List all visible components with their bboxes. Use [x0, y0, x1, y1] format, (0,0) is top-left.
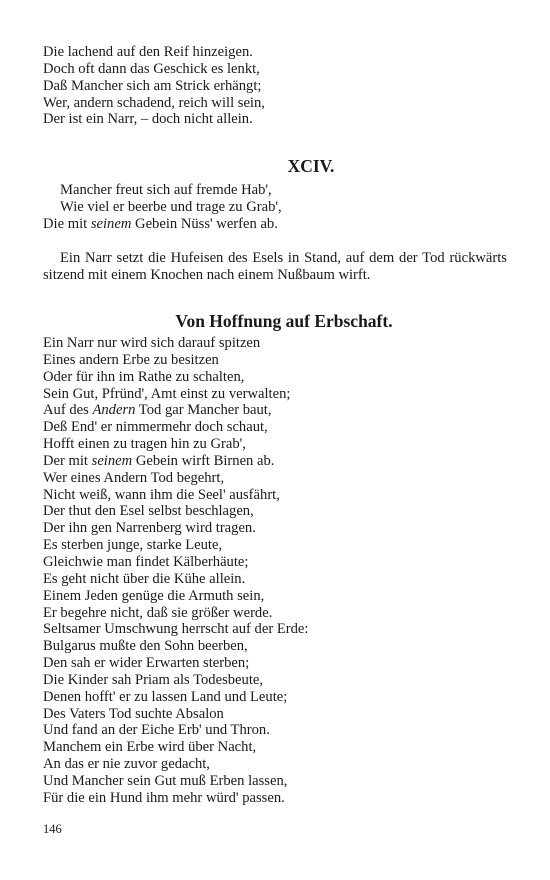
motto-line — [43, 216, 282, 233]
poem-line: Eines andern Erbe zu besitzen — [43, 351, 219, 368]
woodcut-caption: Ein Narr setzt die Hufeisen des Esels in Stand, auf dem der Tod rückwärts sitzend mit einem Knochen nach einem Nußbaum wirft. — [43, 250, 507, 283]
poem-line: An das er nie zuvor gedacht, — [43, 756, 210, 773]
verse-line: Der ist ein Narr, – doch nicht allein. — [43, 111, 253, 128]
text-run: Der mit — [43, 452, 92, 469]
poem-body — [43, 335, 308, 807]
verse-line: Doch oft dann das Geschick es lenkt, — [43, 60, 260, 77]
text-run: Gebein wirft Birnen ab. — [132, 452, 275, 469]
poem-line: Deß End' er nimmermehr doch schaut, — [43, 419, 268, 436]
text-run: Tod gar Mancher baut, — [135, 402, 272, 419]
poem-line: Denen hofft' er zu lassen Land und Leute; — [43, 688, 288, 705]
poem-line: Sein Gut, Pfründ', Amt einst zu verwalten; — [43, 385, 291, 402]
poem-line: Es geht nicht über die Kühe allein. — [43, 570, 246, 587]
poem-line: Ein Narr nur wird sich darauf spitzen — [43, 335, 261, 351]
text-run: Gebein Nüss' werfen ab. — [131, 215, 278, 232]
poem-line: Für die ein Hund ihm mehr würd' passen. — [43, 789, 285, 806]
verse-line: Die lachend auf den Reif hinzeigen. — [43, 44, 253, 60]
verse-stanza-top — [43, 44, 265, 128]
motto-line: Wie viel er beerbe und trage zu Grab', — [60, 198, 282, 215]
motto-line: Mancher freut sich auf fremde Hab', — [60, 182, 272, 198]
poem-line: Und Mancher sein Gut muß Erben lassen, — [43, 772, 288, 789]
poem-line: Und fand an der Eiche Erb' und Thron. — [43, 722, 270, 739]
poem-line: Der thut den Esel selbst beschlagen, — [43, 503, 254, 520]
poem-line: Seltsamer Umschwung herrscht auf der Erde: — [43, 621, 309, 638]
poem-line: Er begehre nicht, daß sie größer werde. — [43, 604, 273, 621]
verse-line: Daß Mancher sich am Strick erhängt; — [43, 77, 262, 94]
poem-line: Die Kinder sah Priam als Todesbeute, — [43, 671, 263, 688]
poem-line — [43, 453, 308, 470]
poem-line: Nicht weiß, wann ihm die Seel' ausfährt, — [43, 486, 280, 503]
poem-line: Oder für ihn im Rathe zu schalten, — [43, 368, 245, 385]
poem-line: Wer eines Andern Tod begehrt, — [43, 469, 225, 486]
text-run: Die mit — [43, 215, 91, 232]
poem-line — [43, 402, 308, 419]
motto-verse — [43, 182, 282, 233]
poem-line: Einem Jeden genüge die Armuth sein, — [43, 587, 265, 604]
page-number: 146 — [43, 822, 62, 836]
poem-line: Des Vaters Tod suchte Absalon — [43, 705, 224, 722]
emphasis-text: Andern — [92, 402, 136, 419]
poem-line: Den sah er wider Erwarten sterben; — [43, 655, 250, 672]
chapter-title: Von Hoffnung auf Erbschaft. — [175, 311, 393, 331]
verse-line: Wer, andern schadend, reich will sein, — [43, 94, 265, 111]
poem-line: Gleichwie man findet Kälberhäute; — [43, 553, 249, 570]
poem-line: Es sterben junge, starke Leute, — [43, 537, 223, 554]
emphasis-text: seinem — [90, 215, 132, 232]
poem-line: Bulgarus mußte den Sohn beerben, — [43, 638, 248, 655]
poem-line: Hofft einen zu tragen hin zu Grab', — [43, 436, 246, 453]
poem-line: Manchem ein Erbe wird über Nacht, — [43, 739, 257, 756]
poem-line: Der ihn gen Narrenberg wird tragen. — [43, 520, 256, 537]
chapter-number-heading: XCIV. — [287, 156, 335, 176]
text-run: Auf des — [43, 402, 93, 419]
emphasis-text: seinem — [91, 452, 133, 469]
